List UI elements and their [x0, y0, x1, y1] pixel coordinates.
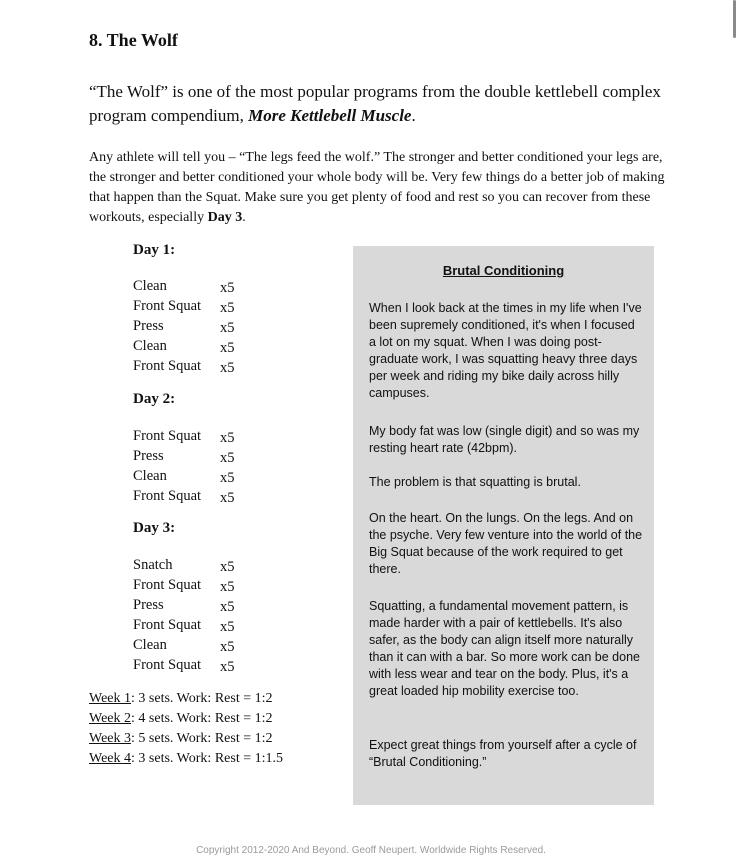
exercise-item: [133, 426, 253, 446]
exercise-item: [133, 296, 253, 316]
sidebar-box: [353, 246, 654, 805]
exercise-item: [133, 466, 253, 486]
week-detail: : 3 sets. Work: Rest = 1:1.5: [131, 751, 283, 766]
exercise-name: Press: [133, 318, 164, 334]
exercise-reps: x5: [220, 470, 235, 486]
book-title: More Kettlebell Muscle: [248, 106, 412, 125]
day-1-title: Day 1:: [133, 242, 176, 258]
exercise-item: [133, 316, 253, 336]
section-heading: 8. The Wolf: [89, 30, 178, 50]
exercise-name: Press: [133, 448, 164, 464]
day-3-title: Day 3:: [133, 520, 176, 536]
exercise-reps: x5: [220, 619, 235, 635]
exercise-reps: x5: [220, 340, 235, 356]
exercise-reps: x5: [220, 559, 235, 575]
exercise-item: [133, 555, 253, 575]
exercise-reps: x5: [220, 639, 235, 655]
week-label: Week 4: [89, 751, 132, 766]
exercise-name: Front Squat: [133, 428, 202, 444]
week-detail: : 5 sets. Work: Rest = 1:2: [131, 731, 273, 746]
week-item: [89, 749, 283, 769]
week-item: [89, 729, 283, 749]
week-item: [89, 709, 283, 729]
exercise-item: [133, 486, 253, 506]
exercise-name: Clean: [133, 278, 167, 294]
day-1-exercises: [133, 276, 253, 376]
exercise-name: Clean: [133, 468, 167, 484]
exercise-item: [133, 276, 253, 296]
day-2-exercises: [133, 426, 253, 506]
intro-text-after: .: [411, 106, 416, 125]
exercise-reps: x5: [220, 599, 235, 615]
body-bold-day: Day 3: [207, 210, 243, 225]
exercise-item: [133, 336, 253, 356]
exercise-item: [133, 635, 253, 655]
day-3-exercises: [133, 555, 253, 675]
sidebar-paragraph: Squatting, a fundamental movement pattern, is made harder with a pair of kettlebells. It's also safer, as the body can align itself more naturally than it can with a bar. So more work can be done with less wear and tear on the body. Plus, it's a great loaded hip mobility exercise too.: [369, 599, 640, 698]
exercise-name: Front Squat: [133, 617, 202, 633]
exercise-item: [133, 615, 253, 635]
sidebar-paragraph: When I look back at the times in my life when I've been supremely conditioned, it's when I focused a lot on my squat. When I was doing post-graduate work, I was squatting heavy three days per week and riding my bike daily across hilly campuses.: [369, 301, 642, 400]
exercise-reps: x5: [220, 659, 235, 675]
exercise-name: Clean: [133, 637, 167, 653]
exercise-name: Press: [133, 597, 164, 613]
week-label: Week 2: [89, 711, 132, 726]
exercise-reps: x5: [220, 360, 235, 376]
exercise-reps: x5: [220, 490, 235, 506]
scrollbar-thumb[interactable]: [733, 0, 736, 38]
sidebar-paragraph: The problem is that squatting is brutal.: [369, 475, 581, 489]
exercise-reps: x5: [220, 579, 235, 595]
week-label: Week 3: [89, 731, 132, 746]
intro-paragraph: [89, 80, 689, 128]
exercise-name: Front Squat: [133, 657, 202, 673]
body-paragraph: [89, 148, 669, 228]
week-detail: : 3 sets. Work: Rest = 1:2: [131, 691, 273, 706]
week-item: [89, 689, 283, 709]
exercise-item: [133, 575, 253, 595]
exercise-item: [133, 655, 253, 675]
exercise-reps: x5: [220, 450, 235, 466]
exercise-reps: x5: [220, 430, 235, 446]
sidebar-paragraph: My body fat was low (single digit) and so was my resting heart rate (42bpm).: [369, 424, 640, 455]
body-text-after: .: [242, 210, 246, 225]
intro-text-before: “The Wolf” is one of the most popular programs from the double kettlebell complex program compendium,: [89, 82, 661, 125]
exercise-reps: x5: [220, 300, 235, 316]
exercise-reps: x5: [220, 280, 235, 296]
body-text-before: Any athlete will tell you – “The legs feed the wolf.” The stronger and better conditioned your legs are, the stronger and better conditioned your whole body will be. Very few things do a better job of making that happen than the Squat. Make sure you get plenty of food and rest so you can recover from these workouts, especially: [89, 150, 665, 225]
exercise-item: [133, 356, 253, 376]
exercise-reps: x5: [220, 320, 235, 336]
sidebar-paragraph: On the heart. On the lungs. On the legs. And on the psyche. Very few venture into the world of the Big Squat because of the work required to get there.: [369, 511, 643, 576]
exercise-name: Front Squat: [133, 488, 202, 504]
exercise-item: [133, 595, 253, 615]
copyright-footer: Copyright 2012-2020 And Beyond. Geoff Neupert. Worldwide Rights Reserved.: [196, 845, 546, 856]
exercise-item: [133, 446, 253, 466]
week-label: Week 1: [89, 691, 132, 706]
day-2-title: Day 2:: [133, 391, 176, 407]
sidebar-title: Brutal Conditioning: [442, 263, 565, 278]
exercise-name: Clean: [133, 338, 167, 354]
exercise-name: Front Squat: [133, 358, 202, 374]
exercise-name: Snatch: [133, 557, 173, 573]
week-detail: : 4 sets. Work: Rest = 1:2: [131, 711, 273, 726]
sidebar-paragraph: Expect great things from yourself after a cycle of “Brutal Conditioning.”: [369, 738, 637, 769]
week-schedule: [89, 689, 283, 769]
exercise-name: Front Squat: [133, 577, 202, 593]
exercise-name: Front Squat: [133, 298, 202, 314]
